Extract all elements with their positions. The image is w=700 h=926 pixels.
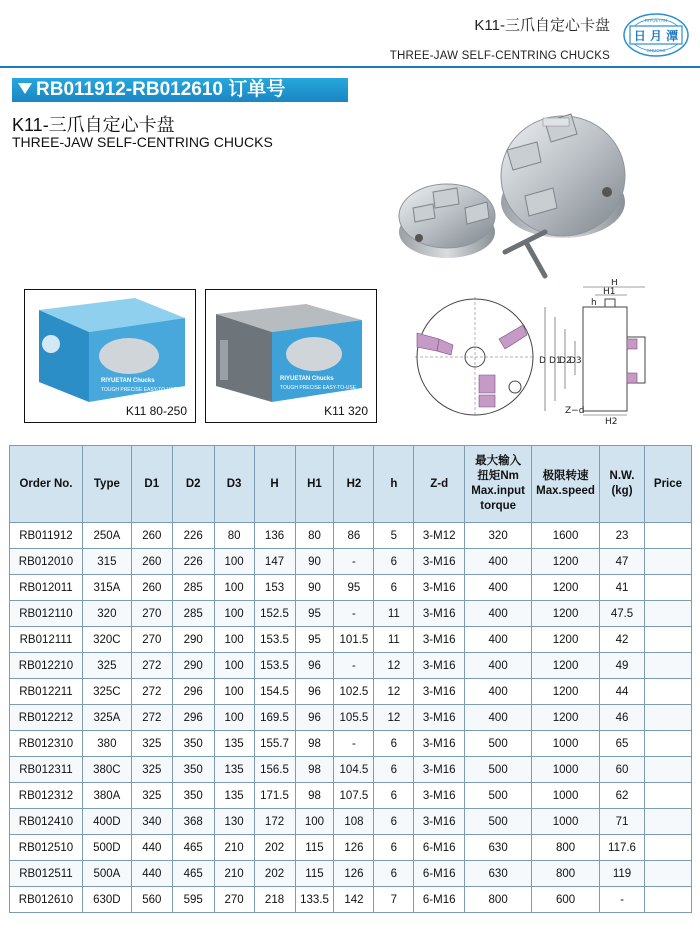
speed-en: Max.speed: [536, 485, 595, 497]
cell-speed: 1200: [532, 575, 600, 601]
cell-h-lower: 11: [374, 601, 414, 627]
header-title-en: THREE-JAW SELF-CENTRING CHUCKS: [389, 50, 610, 62]
cell-d1: 325: [131, 731, 172, 757]
cell-weight: 46: [600, 705, 645, 731]
cell-h-lower: 12: [374, 653, 414, 679]
svg-text:RIYUETAN: RIYUETAN: [644, 18, 668, 23]
cell-h-lower: 6: [374, 783, 414, 809]
cell-price: [644, 887, 691, 913]
cell-order-no: RB011912: [10, 523, 83, 549]
table-row: [10, 887, 692, 913]
cell-h-lower: 6: [374, 549, 414, 575]
col-type: Type: [82, 446, 131, 523]
cell-d3: 130: [214, 809, 254, 835]
cell-weight: 117.6: [600, 835, 645, 861]
cell-h-lower: 6: [374, 835, 414, 861]
cell-price: [644, 731, 691, 757]
cell-h-lower: 6: [374, 861, 414, 887]
cell-d3: 270: [214, 887, 254, 913]
cell-d1: 440: [131, 835, 172, 861]
cell-zd: 3-M16: [414, 679, 465, 705]
cell-h-upper: 171.5: [254, 783, 295, 809]
cell-order-no: RB012410: [10, 809, 83, 835]
cell-type: 320: [82, 601, 131, 627]
torque-cn-line2: 扭矩Nm: [477, 470, 519, 482]
cell-h1: 98: [295, 783, 334, 809]
table-row: [10, 627, 692, 653]
col-order-no: Order No.: [10, 446, 83, 523]
col-torque: [465, 446, 532, 523]
cell-d2: 290: [172, 653, 214, 679]
cell-h-upper: 156.5: [254, 757, 295, 783]
cell-weight: 119: [600, 861, 645, 887]
cell-torque: 320: [465, 523, 532, 549]
cell-h1: 115: [295, 835, 334, 861]
weight-line1: N.W.: [609, 470, 635, 482]
cell-h1: 100: [295, 809, 334, 835]
speed-cn: 极限转速: [542, 470, 589, 482]
cell-d2: 595: [172, 887, 214, 913]
cell-price: [644, 601, 691, 627]
cell-h1: 133.5: [295, 887, 334, 913]
cell-price: [644, 783, 691, 809]
cell-type: 380: [82, 731, 131, 757]
cell-d1: 325: [131, 757, 172, 783]
cell-speed: 1000: [532, 783, 600, 809]
dimension-diagram: [415, 279, 660, 425]
cell-h-lower: 6: [374, 731, 414, 757]
cell-order-no: RB012110: [10, 601, 83, 627]
cell-d3: 210: [214, 861, 254, 887]
cell-h-upper: 172: [254, 809, 295, 835]
cell-h-upper: 136: [254, 523, 295, 549]
cell-torque: 400: [465, 575, 532, 601]
cell-weight: 42: [600, 627, 645, 653]
table-row: [10, 653, 692, 679]
cell-weight: 23: [600, 523, 645, 549]
svg-text:CHUCKS: CHUCKS: [646, 48, 666, 53]
cell-d2: 368: [172, 809, 214, 835]
cell-order-no: RB012311: [10, 757, 83, 783]
cell-h1: 95: [295, 601, 334, 627]
cell-h2: 107.5: [334, 783, 374, 809]
cell-h1: 80: [295, 523, 334, 549]
cell-order-no: RB012310: [10, 731, 83, 757]
box2-label: K11 320: [324, 404, 368, 418]
col-h-lower: h: [374, 446, 414, 523]
dim-label-D1: D1: [549, 356, 562, 366]
table-row: [10, 549, 692, 575]
table-row: [10, 835, 692, 861]
cell-type: 320C: [82, 627, 131, 653]
cell-h2: -: [334, 549, 374, 575]
table-row: [10, 705, 692, 731]
col-price: Price: [644, 446, 691, 523]
cell-speed: 1000: [532, 757, 600, 783]
cell-h-upper: 202: [254, 835, 295, 861]
cell-price: [644, 835, 691, 861]
cell-torque: 400: [465, 653, 532, 679]
cell-price: [644, 549, 691, 575]
cell-d3: 100: [214, 705, 254, 731]
section-title-cn: K11-三爪自定心卡盘: [12, 115, 175, 135]
cell-torque: 500: [465, 731, 532, 757]
cell-price: [644, 653, 691, 679]
cell-d2: 465: [172, 861, 214, 887]
table-row: [10, 809, 692, 835]
cell-d1: 325: [131, 783, 172, 809]
cell-speed: 1200: [532, 601, 600, 627]
packaging-image-small: [24, 289, 196, 423]
box-large-slogan: TOUGH PRECISE EASY-TO-USE: [280, 385, 357, 391]
cell-speed: 800: [532, 861, 600, 887]
section-title-en: THREE-JAW SELF-CENTRING CHUCKS: [12, 134, 273, 150]
cell-speed: 1000: [532, 731, 600, 757]
cell-h2: 95: [334, 575, 374, 601]
cell-d3: 100: [214, 601, 254, 627]
table-row: [10, 861, 692, 887]
cell-h-lower: 6: [374, 575, 414, 601]
cell-d1: 440: [131, 861, 172, 887]
cell-type: 630D: [82, 887, 131, 913]
cell-d1: 272: [131, 653, 172, 679]
banner-text: RB011912-RB012610 订单号: [36, 79, 286, 100]
cell-zd: 3-M16: [414, 575, 465, 601]
cell-d1: 260: [131, 523, 172, 549]
weight-line2: (kg): [611, 485, 633, 497]
table-row: [10, 783, 692, 809]
cell-h1: 90: [295, 575, 334, 601]
product-photo: [395, 104, 635, 294]
cell-d2: 465: [172, 835, 214, 861]
col-zd: Z-d: [414, 446, 465, 523]
cell-price: [644, 757, 691, 783]
cell-h-lower: 6: [374, 809, 414, 835]
box-small-slogan: TOUGH PRECISE EASY-TO-USE: [101, 387, 178, 393]
cell-type: 325A: [82, 705, 131, 731]
cell-h-upper: 147: [254, 549, 295, 575]
cell-order-no: RB012510: [10, 835, 83, 861]
cell-torque: 400: [465, 627, 532, 653]
cell-h1: 98: [295, 757, 334, 783]
cell-h-lower: 5: [374, 523, 414, 549]
cell-weight: 47: [600, 549, 645, 575]
cell-h-upper: 153.5: [254, 627, 295, 653]
cell-h2: -: [334, 653, 374, 679]
table-row: [10, 575, 692, 601]
cell-price: [644, 809, 691, 835]
box-large-illustration: [206, 290, 376, 422]
svg-text:日 月 潭: 日 月 潭: [633, 29, 679, 43]
cell-h-upper: 152.5: [254, 601, 295, 627]
cell-order-no: RB012211: [10, 679, 83, 705]
cell-price: [644, 575, 691, 601]
cell-type: 500D: [82, 835, 131, 861]
table-row: [10, 601, 692, 627]
cell-zd: 3-M16: [414, 549, 465, 575]
cell-torque: 500: [465, 783, 532, 809]
box1-label: K11 80-250: [125, 404, 187, 418]
dim-label-Zd: Z−d: [565, 406, 585, 416]
cell-zd: 6-M16: [414, 861, 465, 887]
cell-d2: 296: [172, 705, 214, 731]
dim-label-D: D: [539, 356, 546, 366]
cell-order-no: RB012610: [10, 887, 83, 913]
cell-price: [644, 627, 691, 653]
cell-d3: 100: [214, 679, 254, 705]
cell-zd: 3-M16: [414, 757, 465, 783]
cell-price: [644, 679, 691, 705]
col-h1: H1: [295, 446, 334, 523]
cell-type: 325C: [82, 679, 131, 705]
box-small-illustration: [25, 290, 195, 422]
box-small-brand: RIYUETAN Chucks: [101, 378, 155, 384]
cell-torque: 800: [465, 887, 532, 913]
col-d1: D1: [131, 446, 172, 523]
cell-weight: 65: [600, 731, 645, 757]
torque-en-line2: torque: [480, 500, 517, 512]
cell-h2: 142: [334, 887, 374, 913]
cell-zd: 3-M16: [414, 653, 465, 679]
col-speed: [532, 446, 600, 523]
cell-h2: 126: [334, 835, 374, 861]
cell-torque: 630: [465, 835, 532, 861]
col-h-upper: H: [254, 446, 295, 523]
cell-d2: 290: [172, 627, 214, 653]
header-title-cn: K11-三爪自定心卡盘: [474, 17, 610, 34]
cell-zd: 3-M16: [414, 809, 465, 835]
cell-speed: 1200: [532, 627, 600, 653]
cell-h2: 86: [334, 523, 374, 549]
cell-torque: 400: [465, 549, 532, 575]
cell-d3: 210: [214, 835, 254, 861]
dim-label-D2: D2: [559, 356, 572, 366]
cell-h1: 98: [295, 731, 334, 757]
cell-d1: 272: [131, 705, 172, 731]
cell-h2: 102.5: [334, 679, 374, 705]
cell-weight: 62: [600, 783, 645, 809]
table-header-row: [10, 446, 692, 523]
cell-d2: 350: [172, 757, 214, 783]
col-d3: D3: [214, 446, 254, 523]
cell-type: 380C: [82, 757, 131, 783]
brand-logo: [622, 12, 690, 58]
col-d2: D2: [172, 446, 214, 523]
cell-type: 315: [82, 549, 131, 575]
order-range-banner: [12, 78, 348, 102]
cell-d2: 285: [172, 601, 214, 627]
cell-torque: 400: [465, 679, 532, 705]
cell-zd: 3-M16: [414, 783, 465, 809]
cell-h2: 101.5: [334, 627, 374, 653]
dim-label-h: h: [591, 298, 597, 308]
cell-h-upper: 155.7: [254, 731, 295, 757]
cell-h2: 108: [334, 809, 374, 835]
cell-d2: 350: [172, 731, 214, 757]
cell-h1: 96: [295, 679, 334, 705]
cell-weight: 47.5: [600, 601, 645, 627]
cell-zd: 3-M16: [414, 705, 465, 731]
cell-speed: 1200: [532, 705, 600, 731]
col-h2: H2: [334, 446, 374, 523]
cell-type: 400D: [82, 809, 131, 835]
cell-h1: 90: [295, 549, 334, 575]
cell-torque: 500: [465, 757, 532, 783]
cell-h-lower: 12: [374, 705, 414, 731]
cell-order-no: RB012210: [10, 653, 83, 679]
spec-table: [9, 445, 692, 913]
cell-speed: 1000: [532, 809, 600, 835]
cell-h-upper: 154.5: [254, 679, 295, 705]
cell-d3: 135: [214, 783, 254, 809]
cell-speed: 600: [532, 887, 600, 913]
cell-torque: 500: [465, 809, 532, 835]
cell-torque: 400: [465, 705, 532, 731]
cell-d2: 285: [172, 575, 214, 601]
cell-d1: 270: [131, 627, 172, 653]
cell-d1: 340: [131, 809, 172, 835]
cell-d1: 270: [131, 601, 172, 627]
cell-weight: 71: [600, 809, 645, 835]
cell-weight: -: [600, 887, 645, 913]
cell-d3: 100: [214, 549, 254, 575]
cell-zd: 6-M16: [414, 887, 465, 913]
cell-h2: 104.5: [334, 757, 374, 783]
dim-label-H2: H2: [605, 417, 618, 425]
cell-d2: 296: [172, 679, 214, 705]
cell-h1: 115: [295, 861, 334, 887]
cell-h2: -: [334, 601, 374, 627]
header-divider: [0, 66, 700, 68]
cell-zd: 3-M16: [414, 627, 465, 653]
dim-label-D3: D3: [569, 356, 582, 366]
cell-type: 250A: [82, 523, 131, 549]
cell-speed: 1200: [532, 653, 600, 679]
cell-zd: 3-M16: [414, 601, 465, 627]
cell-speed: 800: [532, 835, 600, 861]
cell-order-no: RB012111: [10, 627, 83, 653]
cell-d3: 100: [214, 653, 254, 679]
cell-d1: 560: [131, 887, 172, 913]
cell-weight: 41: [600, 575, 645, 601]
table-row: [10, 679, 692, 705]
cell-order-no: RB012312: [10, 783, 83, 809]
cell-d1: 260: [131, 575, 172, 601]
cell-h-lower: 11: [374, 627, 414, 653]
cell-type: 380A: [82, 783, 131, 809]
cell-d2: 226: [172, 523, 214, 549]
spec-table-body: [10, 523, 692, 913]
cell-order-no: RB012011: [10, 575, 83, 601]
table-row: [10, 757, 692, 783]
cell-price: [644, 705, 691, 731]
packaging-image-large: [205, 289, 377, 423]
cell-weight: 60: [600, 757, 645, 783]
cell-order-no: RB012010: [10, 549, 83, 575]
cell-h-upper: 153: [254, 575, 295, 601]
dim-label-H: H: [611, 279, 618, 288]
dim-label-H1: H1: [603, 287, 616, 297]
cell-speed: 1200: [532, 679, 600, 705]
cell-type: 325: [82, 653, 131, 679]
cell-price: [644, 523, 691, 549]
cell-h2: 126: [334, 861, 374, 887]
cell-zd: 3-M16: [414, 731, 465, 757]
cell-d3: 135: [214, 731, 254, 757]
cell-h2: -: [334, 731, 374, 757]
cell-d2: 350: [172, 783, 214, 809]
torque-cn-line1: 最大输入: [475, 455, 522, 467]
cell-h2: 105.5: [334, 705, 374, 731]
triangle-down-icon: [18, 83, 32, 94]
cell-h1: 96: [295, 705, 334, 731]
cell-d2: 226: [172, 549, 214, 575]
cell-h-upper: 218: [254, 887, 295, 913]
cell-h-lower: 7: [374, 887, 414, 913]
cell-zd: 6-M16: [414, 835, 465, 861]
cell-h1: 96: [295, 653, 334, 679]
cell-h-upper: 202: [254, 861, 295, 887]
cell-d3: 100: [214, 575, 254, 601]
cell-h1: 95: [295, 627, 334, 653]
cell-d3: 135: [214, 757, 254, 783]
cell-price: [644, 861, 691, 887]
cell-type: 315A: [82, 575, 131, 601]
cell-speed: 1200: [532, 549, 600, 575]
cell-type: 500A: [82, 861, 131, 887]
table-row: [10, 523, 692, 549]
cell-d3: 80: [214, 523, 254, 549]
cell-torque: 400: [465, 601, 532, 627]
cell-speed: 1600: [532, 523, 600, 549]
col-weight: [600, 446, 645, 523]
cell-order-no: RB012212: [10, 705, 83, 731]
cell-weight: 44: [600, 679, 645, 705]
cell-torque: 630: [465, 861, 532, 887]
cell-d1: 272: [131, 679, 172, 705]
box-large-brand: RIYUETAN Chucks: [280, 376, 334, 382]
cell-d3: 100: [214, 627, 254, 653]
cell-h-upper: 169.5: [254, 705, 295, 731]
cell-zd: 3-M12: [414, 523, 465, 549]
cell-h-upper: 153.5: [254, 653, 295, 679]
cell-h-lower: 12: [374, 679, 414, 705]
cell-d1: 260: [131, 549, 172, 575]
cell-order-no: RB012511: [10, 861, 83, 887]
cell-h-lower: 6: [374, 757, 414, 783]
table-row: [10, 731, 692, 757]
torque-en-line1: Max.input: [471, 485, 525, 497]
cell-weight: 49: [600, 653, 645, 679]
